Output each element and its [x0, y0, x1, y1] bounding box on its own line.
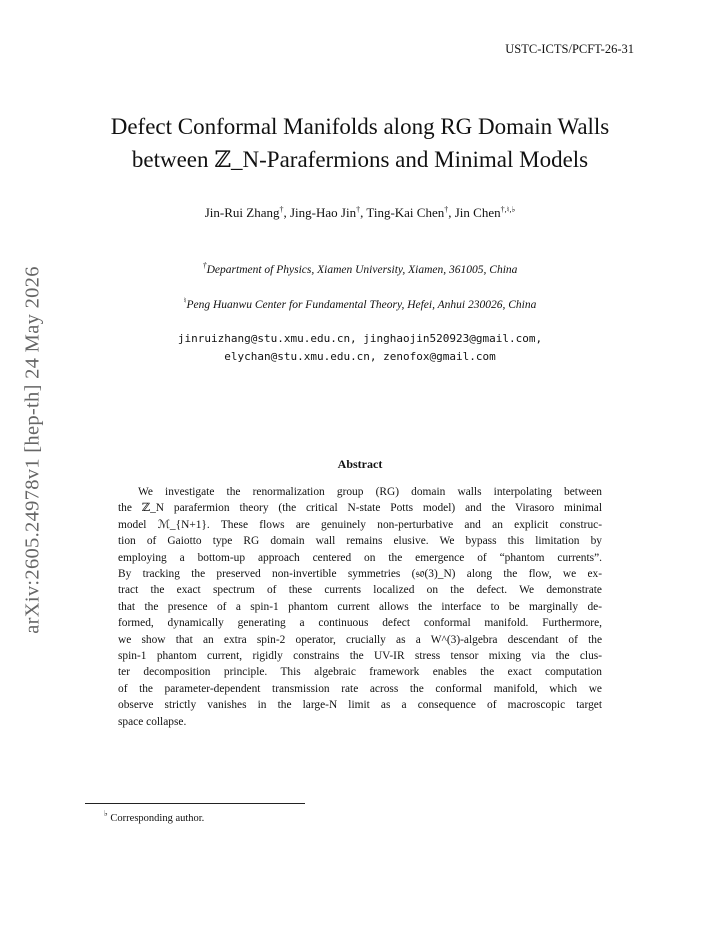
abstract-line: we show that an extra spin-2 operator, crucially as a W^(3)-algebra descendant of the	[118, 633, 602, 646]
abstract-line: We investigate the renormalization group (RG) domain walls interpolating between	[138, 486, 602, 498]
abstract-line: model ℳ_{N+1}. These flows are genuinely non-perturbative and an explicit construc-	[118, 518, 602, 531]
arxiv-sidebar-stamp	[18, 255, 48, 645]
paper-title	[0, 110, 720, 176]
footnote-rule	[85, 803, 305, 804]
author-list: Jin-Rui Zhang†, Jing-Hao Jin†, Ting-Kai Chen†, Jin Chen†,♮,♭	[204, 205, 516, 220]
author-name: Jin-Rui Zhang	[204, 205, 280, 220]
author-affiliation-mark: †,♮,♭	[500, 205, 516, 214]
affiliation-mark: †	[202, 261, 207, 270]
footnote-text: Corresponding author.	[110, 813, 205, 824]
email-line-1[interactable]: jinruizhang@stu.xmu.edu.cn, jinghaojin520923@gmail.com,	[177, 332, 543, 345]
title-line-2: between ℤ_N-Parafermions and Minimal Models	[131, 147, 589, 172]
affiliation-text: Peng Huanwu Center for Fundamental Theory, Hefei, Anhui 230026, China	[186, 299, 537, 311]
report-number: USTC-ICTS/PCFT-26-31	[505, 42, 634, 56]
title-line-1: Defect Conformal Manifolds along RG Domain Walls	[110, 114, 610, 139]
abstract-line: tion of Gaiotto type RG domain wall remains elusive. We bypass this limitation by	[118, 535, 602, 548]
author-affiliation-mark: †	[444, 205, 449, 214]
abstract-body	[118, 484, 602, 730]
abstract-line: space collapse.	[118, 715, 187, 728]
author-name: Jing-Hao Jin	[289, 205, 357, 220]
footnote-mark: ♭	[104, 809, 108, 818]
author-affiliation-mark: †	[279, 205, 284, 214]
abstract-heading: Abstract	[337, 457, 383, 471]
email-line-2[interactable]: elychan@stu.xmu.edu.cn, zenofox@gmail.com	[224, 350, 496, 363]
abstract-line: employing a bottom-up approach centered on the emergence of “phantom currents”.	[118, 551, 602, 564]
footnote	[104, 809, 204, 824]
arxiv-identifier: arXiv:2605.24978v1 [hep-th] 24 May 2026	[21, 266, 44, 634]
abstract-line: ter decomposition principle. This algebraic framework enables the exact computation	[118, 666, 602, 679]
affiliation-xiamen	[0, 261, 720, 276]
abstract-line: the ℤ_N parafermion theory (the critical N-state Potts model) and the Virasoro minimal	[118, 502, 602, 515]
abstract-line: spin-1 phantom current, rigidly constrains the UV-IR stress tensor mixing via the clus-	[118, 650, 602, 663]
abstract-line: tract the exact spectrum of these currents localized on the defect. We demonstrate	[118, 584, 602, 597]
affiliation-text: Department of Physics, Xiamen University, Xiamen, 361005, China	[206, 264, 518, 276]
author-affiliation-mark: †	[356, 205, 361, 214]
abstract-line: By tracking the preserved non-invertible symmetries (𝔰𝔬(3)_N) along the flow, we ex-	[118, 568, 602, 581]
author-emails	[0, 330, 720, 366]
affiliation-mark: ♮	[183, 296, 187, 305]
author-name: Jin Chen	[454, 205, 501, 220]
abstract-line: of the parameter-dependent transmission rate across the conformal manifold, which we	[118, 682, 602, 695]
abstract-line: formed, dynamically generating a continuous defect conformal manifold. Furthermore,	[118, 617, 602, 630]
affiliation-peng-huanwu	[0, 296, 720, 311]
abstract-line: that the presence of a spin-1 phantom current allows the interface to be marginally de-	[118, 600, 602, 613]
author-name: Ting-Kai Chen	[366, 205, 445, 220]
abstract-line: observe strictly vanishes in the large-N limit as a consequence of macroscopic target	[118, 699, 602, 712]
